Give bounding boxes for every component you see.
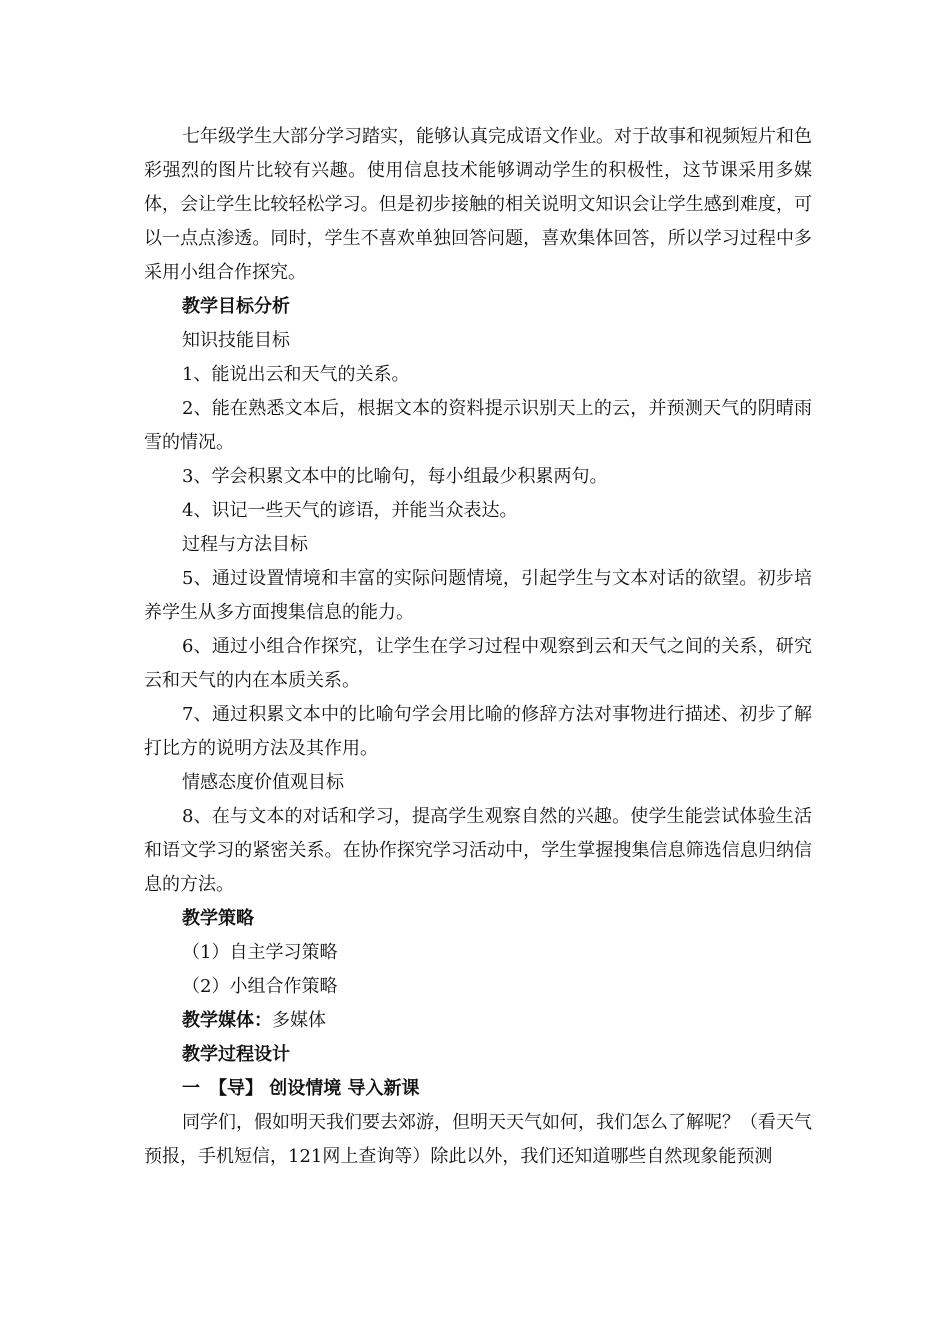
paragraph-student-analysis: 七年级学生大部分学习踏实，能够认真完成语文作业。对于故事和视频短片和色彩强烈的图片比较有兴趣。使用信息技术能够调动学生的积极性，这节课采用多媒体，会让学生比较轻松学习。但是初步接触的相关说明文知识会让学生感到难度，可以一点点渗透。同时，学生不喜欢单独回答问题，喜欢集体回答，所以学习过程中多采用小组合作探究。 (144, 126, 812, 283)
teaching-media-line (144, 1004, 812, 1038)
subheading-emotion-goals: 情感态度价值观目标 (182, 772, 344, 793)
goal-item-5: 5、通过设置情境和丰富的实际问题情境，引起学生与文本对话的欲望。初步培养学生从多方面搜集信息的能力。 (144, 568, 812, 623)
heading-teaching-strategy: 教学策略 (182, 908, 254, 929)
goal-item-2: 2、能在熟悉文本后，根据文本的资料提示识别天上的云，并预测天气的阴晴雨雪的情况。 (144, 398, 812, 453)
subheading-process-goals: 过程与方法目标 (182, 534, 308, 555)
goal-item-1: 1、能说出云和天气的关系。 (182, 364, 410, 385)
heading-teaching-goals: 教学目标分析 (182, 296, 290, 317)
goal-item-7: 7、通过积累文本中的比喻句学会用比喻的修辞方法对事物进行描述、初步了解打比方的说明方法及其作用。 (144, 704, 812, 759)
goal-item-6: 6、通过小组合作探究，让学生在学习过程中观察到云和天气之间的关系，研究云和天气的内在本质关系。 (144, 636, 812, 691)
teaching-media-label: 教学媒体： (182, 1010, 272, 1031)
goal-item-4: 4、识记一些天气的谚语，并能当众表达。 (182, 500, 518, 521)
subheading-knowledge-goals: 知识技能目标 (182, 330, 290, 351)
goal-item-8: 8、在与文本的对话和学习，提高学生观察自然的兴趣。使学生能尝试体验生活和语文学习的紧密关系。在协作探究学习活动中，学生掌握搜集信息筛选信息归纳信息的方法。 (144, 806, 812, 895)
goal-item-3: 3、学会积累文本中的比喻句，每小组最少积累两句。 (182, 466, 608, 487)
paragraph-intro: 同学们，假如明天我们要去郊游，但明天天气如何，我们怎么了解呢？（看天气预报，手机短信，121网上查询等）除此以外，我们还知道哪些自然现象能预测 (144, 1112, 812, 1167)
document-body (144, 120, 812, 1174)
teaching-media-value: 多媒体 (272, 1010, 326, 1031)
strategy-item-1: （1）自主学习策略 (182, 942, 338, 963)
heading-process-design: 教学过程设计 (182, 1044, 290, 1065)
strategy-item-2: （2）小组合作策略 (182, 976, 338, 997)
heading-step-1: 一 【导】 创设情境 导入新课 (182, 1078, 420, 1099)
